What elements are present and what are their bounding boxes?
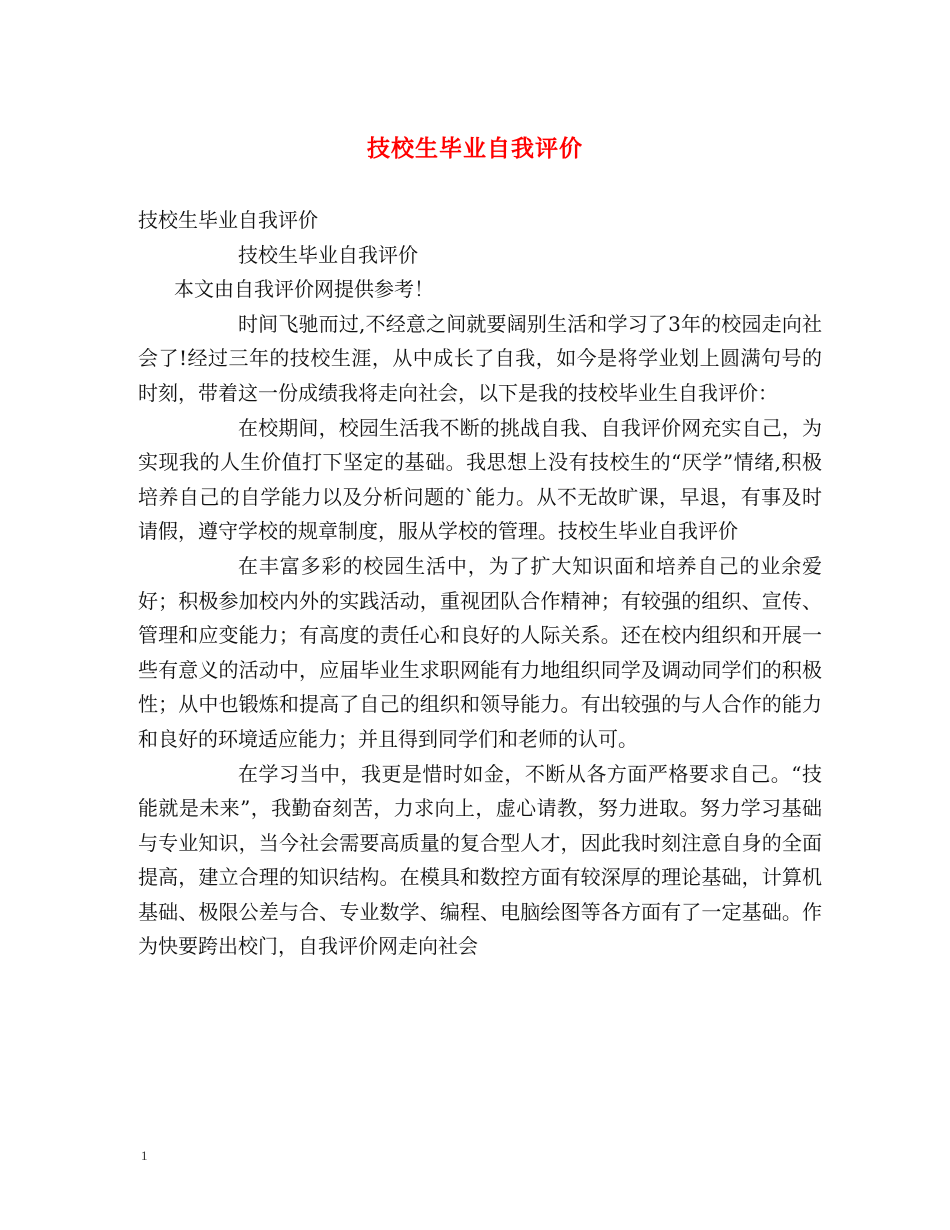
page-number: 1	[141, 1148, 148, 1163]
heading-line: 技校生毕业自我评价	[138, 208, 318, 232]
document-body	[138, 203, 822, 964]
paragraph-3: 在丰富多彩的校园生活中，为了扩大知识面和培养自己的业余爱好；积极参加校内外的实践活动，重视团队合作精神；有较强的组织、宣传、管理和应变能力；有高度的责任心和良好的人际关系。还在校内组织和开展一些有意义的活动中，应届毕业生求职网能有力地组织同学及调动同学们的积极性；从中也锻炼和提高了自己的组织和领导能力。有出较强的与人合作的能力和良好的环境适应能力；并且得到同学们和老师的认可。	[138, 553, 822, 751]
paragraph-4: 在学习当中，我更是惜时如金，不断从各方面严格要求自己。“技能就是未来”，我勤奋刻苦，力求向上，虚心请教，努力进取。努力学习基础与专业知识，当今社会需要高质量的复合型人才，因此我时刻注意自身的全面提高，建立合理的知识结构。在模具和数控方面有较深厚的理论基础，计算机基础、极限公差与合、专业数学、编程、电脑绘图等各方面有了一定基础。作为快要跨出校门，自我评价网走向社会	[138, 761, 822, 959]
paragraph-2: 在校期间，校园生活我不断的挑战自我、自我评价网充实自己，为实现我的人生价值打下坚定的基础。我思想上没有技校生的“厌学”情绪,积极培养自己的自学能力以及分析问题的`能力。从不无故旷课，早退，有事及时请假，遵守学校的规章制度，服从学校的管理。技校生毕业自我评价	[138, 415, 822, 544]
paragraph-1: 时间飞驰而过,不经意之间就要阔别生活和学习了3年的校园走向社会了!经过三年的技校生涯，从中成长了自我，如今是将学业划上圆满句号的时刻，带着这一份成绩我将走向社会，以下是我的技校毕业生自我评价：	[138, 311, 822, 405]
subheading-line: 技校生毕业自我评价	[238, 242, 418, 267]
document-title: 技校生毕业自我评价	[367, 135, 583, 162]
intro-line: 本文由自我评价网提供参考！	[174, 277, 434, 302]
